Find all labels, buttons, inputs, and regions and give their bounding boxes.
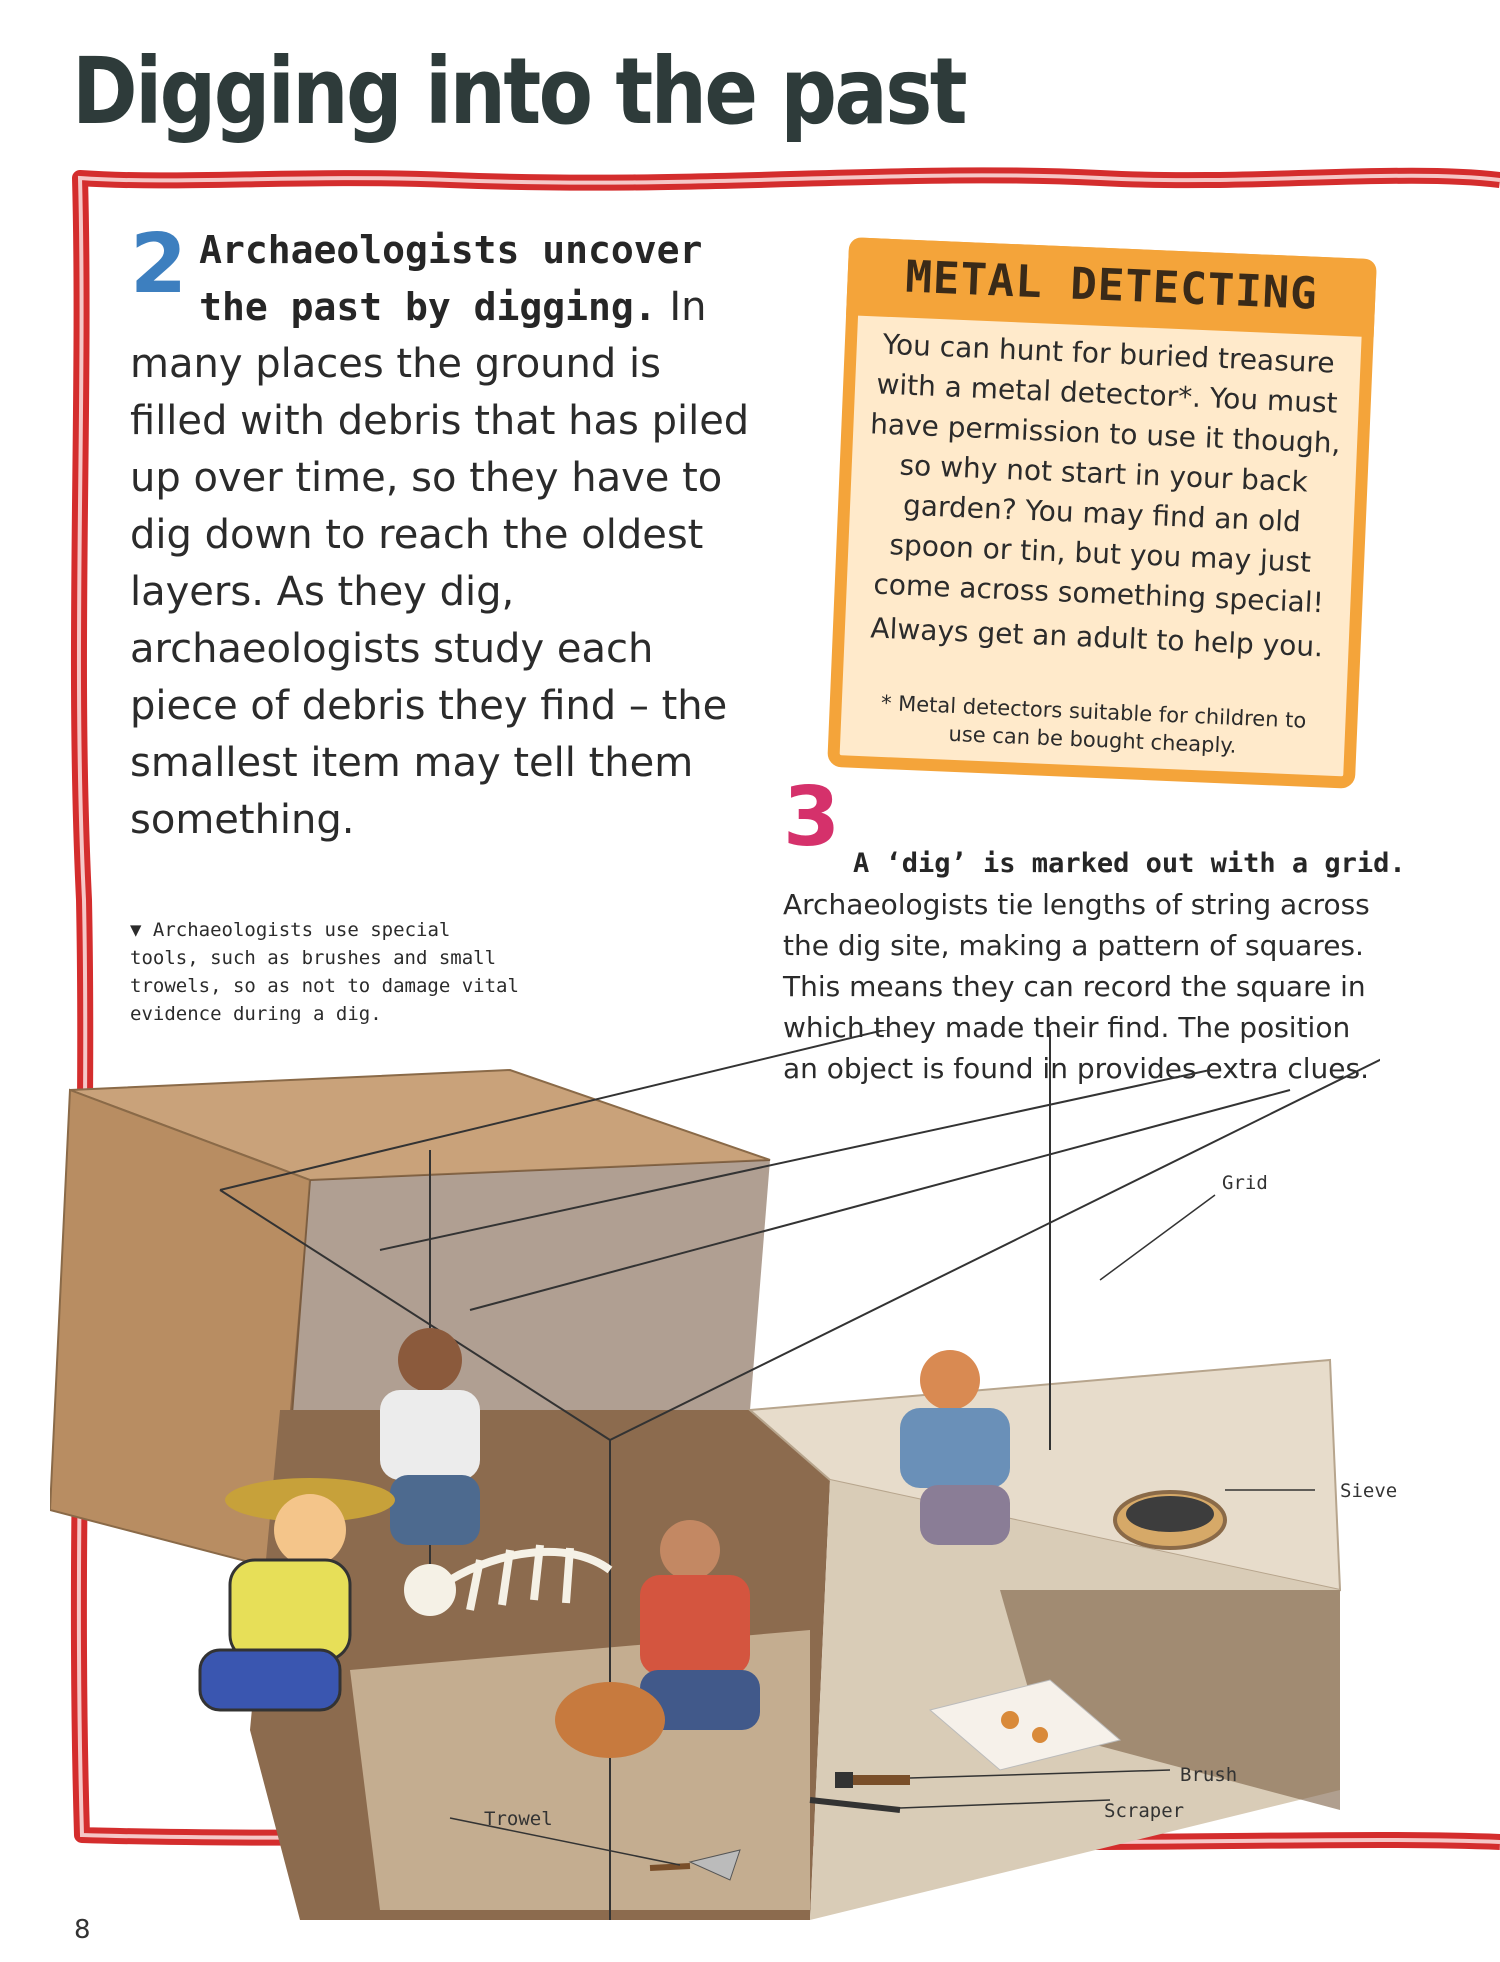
section-2-body: In many places the ground is filled with debris that has piled up over time, so they have to dig down to reach the oldest layers. As they dig, archaeologists study each piece of debris they find – the smallest item may tell them something.	[130, 284, 750, 843]
section-2-paragraph	[130, 217, 760, 849]
label-scraper: Scraper	[1104, 1800, 1185, 1822]
metal-detecting-callout	[827, 237, 1377, 789]
caption-marker: ▼	[130, 919, 142, 941]
illustration-caption	[130, 916, 530, 1028]
label-grid: Grid	[1222, 1172, 1268, 1194]
callout-footnote: * Metal detectors suitable for children to use can be bought cheaply.	[880, 690, 1307, 758]
page-number: 8	[74, 1915, 91, 1945]
caption-text: Archaeologists use special tools, such as brushes and small trowels, so as not to damage vital evidence during a dig.	[130, 919, 519, 1025]
section-2-number: 2	[130, 217, 188, 312]
callout-body	[858, 324, 1347, 672]
section-2-lead: Archaeologists uncover the past by digging.	[199, 228, 703, 329]
label-trowel: Trowel	[484, 1808, 553, 1830]
grid-leader-line	[1100, 1195, 1215, 1280]
callout-heading: METAL DETECTING	[846, 237, 1377, 337]
page-title: Digging into the past	[72, 38, 965, 145]
label-sieve: Sieve	[1340, 1480, 1398, 1502]
callout-adult-note: Always get an adult to help you.	[869, 611, 1324, 664]
section-3-number: 3	[783, 770, 841, 865]
callout-body-text: You can hunt for buried treasure with a metal detector*. You must have permission to use it though, so why not start in your back garden? You may find an old spoon or tin, but you may just come across something special!	[869, 327, 1342, 620]
clay-pot	[555, 1682, 665, 1758]
section-3-lead: A ‘dig’ is marked out with a grid.	[853, 848, 1406, 879]
sieve	[1115, 1492, 1225, 1548]
section-2	[130, 217, 760, 849]
section-3-body: Archaeologists tie lengths of string across the dig site, making a pattern of squares. This means they can record the square in which they made their find. The position an object is found in provides extra clues.	[783, 888, 1370, 1085]
label-brush: Brush	[1180, 1764, 1238, 1786]
